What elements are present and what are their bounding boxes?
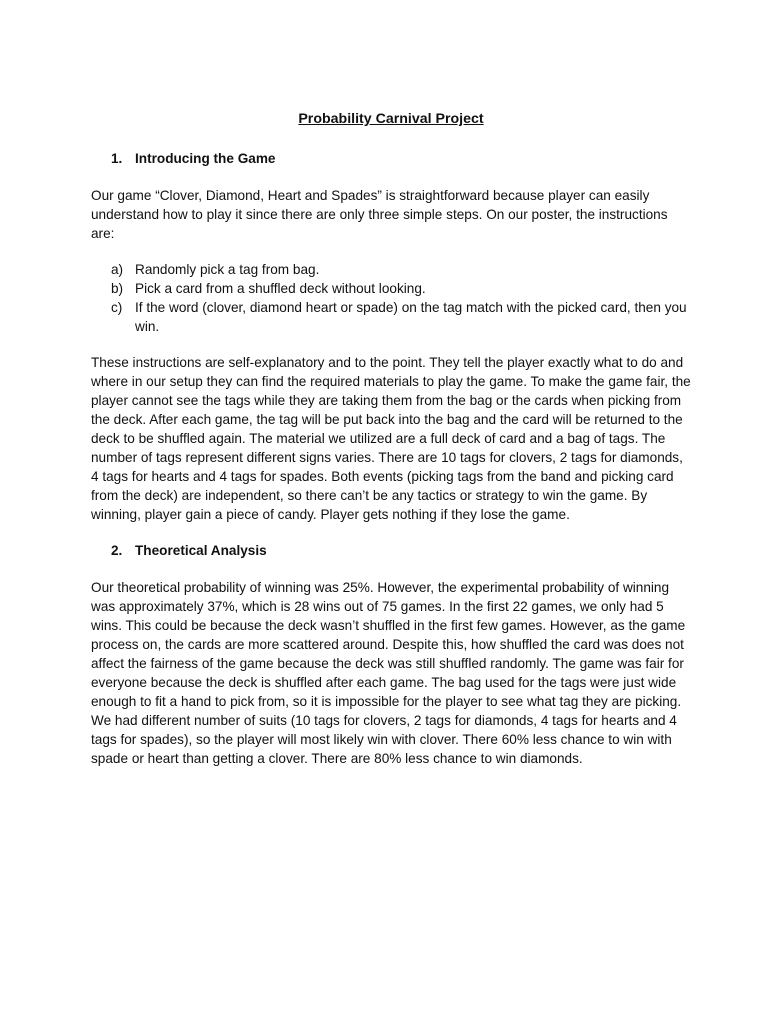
intro-paragraph: Our game “Clover, Diamond, Heart and Spades” is straightforward because player can easily understand how to play it since there are only three simple steps. On our poster, the instructions are: xyxy=(91,188,668,241)
section-heading-theoretical-analysis xyxy=(91,541,691,560)
page-title: Probability Carnival Project xyxy=(298,111,484,127)
list-item xyxy=(91,298,691,336)
list-item-text: Randomly pick a tag from bag. xyxy=(135,262,320,277)
list-item xyxy=(91,260,691,279)
instruction-list xyxy=(91,260,691,336)
list-item-text: If the word (clover, diamond heart or spade) on the tag match with the picked card, then you win. xyxy=(135,300,687,334)
game-description-paragraph: These instructions are self-explanatory and to the point. They tell the player exactly what to do and where in our setup they can find the required materials to play the game. To make the game fair, the player cannot see the tags while they are taking them from the bag or the cards when picking from the deck. After each game, the tag will be put back into the bag and the card will be returned to the deck to be shuffled again. The material we utilized are a full deck of card and a bag of tags. The number of tags represent different signs varies. There are 10 tags for clovers, 2 tags for diamonds, 4 tags for hearts and 4 tags for spades. Both events (picking tags from the band and picking card from the deck) are independent, so there can’t be any tactics or strategy to win the game. By winning, player gain a piece of candy. Player gets nothing if they lose the game. xyxy=(91,355,691,522)
list-marker: b) xyxy=(111,281,124,296)
list-marker: c) xyxy=(111,300,123,315)
list-item-text: Pick a card from a shuffled deck without looking. xyxy=(135,281,426,296)
list-item xyxy=(91,279,691,298)
section-number: 2. xyxy=(111,543,123,558)
section-number: 1. xyxy=(111,151,123,166)
section-heading-introducing-the-game xyxy=(91,149,691,168)
analysis-paragraph: Our theoretical probability of winning was 25%. However, the experimental probability of winning was approximately 37%, which is 28 wins out of 75 games. In the first 22 games, we only had 5 wins. This could be because the deck wasn’t shuffled in the first few games. However, as the game process on, the cards are more scattered around. Despite this, how shuffled the card was does not affect the fairness of the game because the deck was still shuffled randomly. The game was fair for everyone because the deck is shuffled after each game. The bag used for the tags were just wide enough to fit a hand to pick from, so it is impossible for the player to see what tag they are picking. We had different number of suits (10 tags for clovers, 2 tags for diamonds, 4 tags for hearts and 4 tags for spades), so the player will most likely win with clover. There 60% less chance to win with spade or heart than getting a clover. There are 80% less chance to win diamonds. xyxy=(91,580,686,766)
document-content xyxy=(91,110,691,785)
list-marker: a) xyxy=(111,262,124,277)
section-heading-text: Theoretical Analysis xyxy=(135,543,267,558)
section-heading-text: Introducing the Game xyxy=(135,151,276,166)
